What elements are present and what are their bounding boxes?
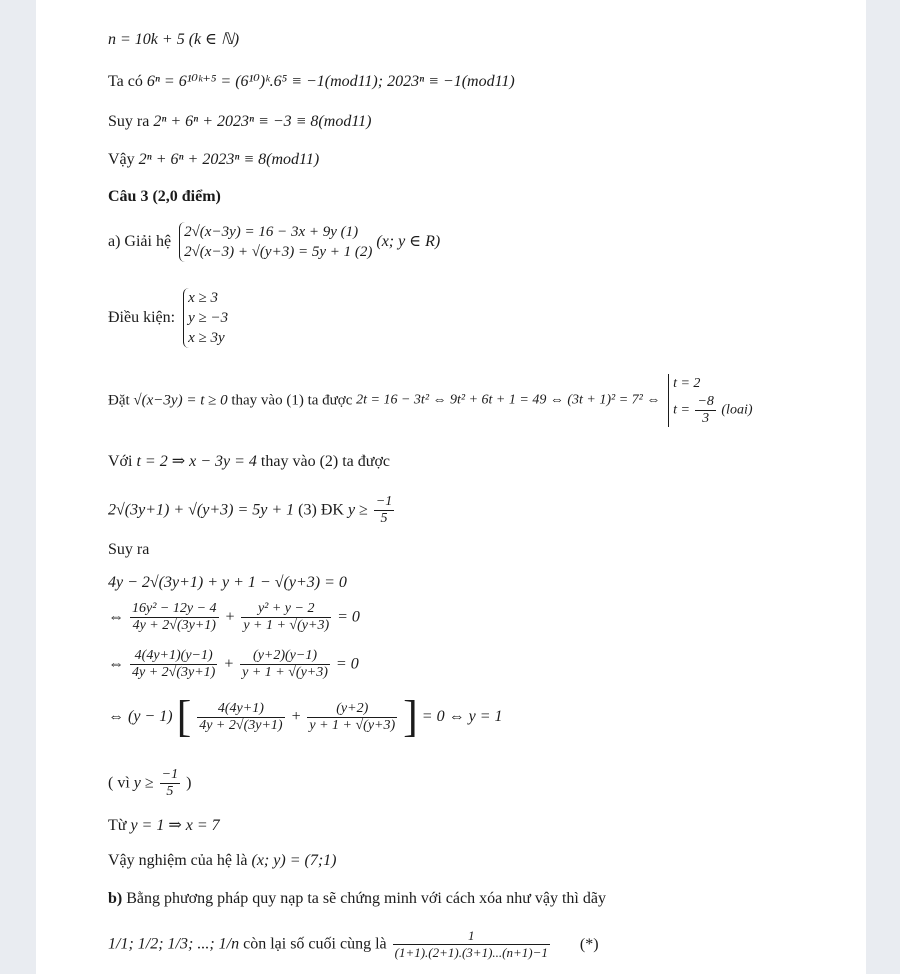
math-quadratic: 2t = 16 − 3t² ⇔ 9t² + 6t + 1 = 49 ⇔ (3t + 1)² = 7² ⇔ <box>356 392 661 408</box>
math-expr: 2ⁿ + 6ⁿ + 2023ⁿ ≡ 8(mod11) <box>138 151 320 168</box>
final-fraction <box>393 928 550 961</box>
text-prefix: Ta có <box>108 73 143 90</box>
equiv-symbol: ⇔ <box>108 608 124 626</box>
math-t-eq: t = 2 ⇒ x − 3y = 4 <box>136 453 257 470</box>
line-n-form: n = 10k + 5 (k ∈ ℕ) <box>108 31 240 48</box>
case-2-lhs: t = <box>673 402 690 418</box>
math-solution: (x; y) = (7;1) <box>251 852 337 869</box>
fraction-numerator: 4(4y+1) <box>197 701 284 718</box>
condition-3: x ≥ 3y <box>188 330 225 346</box>
condition-2: y ≥ −3 <box>188 310 229 326</box>
eq3-fraction <box>374 494 394 527</box>
document-page <box>36 0 866 974</box>
text-vi: ( vì <box>108 774 130 792</box>
text-remaining: còn lại số cuối cùng là <box>243 935 387 953</box>
line-suy-ra <box>108 112 371 132</box>
fraction-denominator: (1+1).(2+1).(3+1)...(n+1)−1 <box>394 945 548 960</box>
fraction-denominator: 5 <box>380 511 388 526</box>
math-y-x: y = 1 ⇒ x = 7 <box>130 817 220 834</box>
text-prefix: Vậy <box>108 151 135 168</box>
text-voi: Với <box>108 453 133 470</box>
line-step-1: 4y − 2√(3y+1) + y + 1 − √(y+3) = 0 <box>108 574 347 591</box>
fraction-numerator: 1 <box>393 928 550 945</box>
math-sequence: 1/1; 1/2; 1/3; ...; 1/n <box>108 935 240 953</box>
line-solution <box>108 851 336 871</box>
left-bracket: [ <box>176 692 192 741</box>
line-sequence <box>108 928 599 961</box>
fraction-1 <box>130 601 219 634</box>
line-with-t <box>108 452 390 472</box>
case-2-note: (loai) <box>721 402 753 418</box>
fraction-numerator: (y+2)(y−1) <box>240 648 330 665</box>
fraction-2 <box>240 648 330 681</box>
because-fraction <box>160 767 180 800</box>
eq3-cond: y ≥ <box>347 501 368 519</box>
fraction-denominator: 3 <box>702 411 710 426</box>
equation-2: 2√(x−3) + √(y+3) = 5y + 1 (2) <box>184 244 373 260</box>
fraction-2 <box>307 701 397 734</box>
plus-symbol: + <box>223 655 235 673</box>
math-cond: y ≥ <box>133 774 154 792</box>
case-bracket <box>668 374 752 427</box>
fraction-numerator: −8 <box>697 394 714 409</box>
line-step-3 <box>108 648 359 681</box>
part-b-label: b) <box>108 890 123 907</box>
plus-symbol: + <box>290 708 302 725</box>
plus-symbol: + <box>224 608 236 626</box>
fraction-denominator: y + 1 + √(y+3) <box>309 717 396 733</box>
condition-system <box>183 288 228 348</box>
math-expr: 2ⁿ + 6ⁿ + 2023ⁿ ≡ −3 ≡ 8(mod11) <box>153 113 372 130</box>
equation-tag: (*) <box>579 935 599 953</box>
math-expr: 6ⁿ = 6¹⁰ᵏ⁺⁵ = (6¹⁰)ᵏ.6⁵ ≡ −1(mod11); 2023ⁿ ≡ −1(mod11) <box>146 73 515 90</box>
fraction-denominator: 5 <box>166 784 174 799</box>
text-thay: thay vào (1) ta được <box>231 392 353 409</box>
fraction-numerator: y² + y − 2 <box>241 601 331 618</box>
line-because <box>108 767 191 800</box>
equals-zero: = 0 <box>337 608 360 626</box>
fraction-numerator: −1 <box>161 767 179 782</box>
math-eq3: 2√(3y+1) + √(y+3) = 5y + 1 <box>108 501 295 519</box>
line-step-2 <box>108 601 360 634</box>
line-suy-ra-2: Suy ra <box>108 541 150 558</box>
case-2-fraction <box>695 394 715 427</box>
line-equation-3 <box>108 494 396 527</box>
text-prefix: Suy ra <box>108 113 150 130</box>
fraction-numerator: 16y² − 12y − 4 <box>132 601 217 616</box>
fraction-denominator: y + 1 + √(y+3) <box>242 665 328 680</box>
math-t: √(x−3y) = t ≥ 0 <box>133 392 228 409</box>
factor-prefix: ⇔ (y − 1) <box>108 708 173 725</box>
text-close-paren: ) <box>186 774 192 792</box>
case-2 <box>673 394 752 427</box>
equation-1: 2√(x−3y) = 16 − 3x + 9y (1) <box>184 224 359 240</box>
text-thay: thay vào (2) ta được <box>260 453 391 470</box>
fraction-numerator: 4(4y+1)(y−1) <box>130 648 217 665</box>
equation-system <box>179 222 372 262</box>
line-vay <box>108 150 319 170</box>
line-part-b <box>108 889 606 909</box>
fraction-denominator: 4y + 2√(3y+1) <box>199 717 283 733</box>
fraction-numerator: −1 <box>375 494 393 509</box>
fraction-denominator: 4y + 2√(3y+1) <box>132 618 216 633</box>
fraction-numerator: (y+2) <box>307 701 397 718</box>
text-tu: Từ <box>108 817 127 834</box>
section-heading: Câu 3 (2,0 điểm) <box>108 188 221 205</box>
fraction-2 <box>241 601 331 634</box>
part-b-text: Bằng phương pháp quy nạp ta sẽ chứng minh với cách xóa như vậy thì dãy <box>126 890 606 907</box>
text-prefix: Điều kiện: <box>108 309 176 326</box>
equals-zero: = 0 <box>335 655 359 673</box>
case-1: t = 2 <box>673 376 701 391</box>
eq3-tag: (3) ĐK <box>298 501 344 519</box>
line-step-4 <box>108 692 503 741</box>
line-mod-six <box>108 72 515 92</box>
condition-1: x ≥ 3 <box>188 290 218 306</box>
line-substitution <box>108 374 753 427</box>
line-system <box>108 222 440 262</box>
system-domain: (x; y ∈ R) <box>376 233 441 250</box>
line-conditions <box>108 288 228 348</box>
factor-result: = 0 ⇔ y = 1 <box>421 708 503 725</box>
fraction-denominator: y + 1 + √(y+3) <box>243 618 330 633</box>
text-prefix: a) Giải hệ <box>108 233 172 250</box>
fraction-denominator: 4y + 2√(3y+1) <box>132 665 216 680</box>
line-from-y <box>108 816 220 836</box>
right-bracket: ] <box>403 692 418 741</box>
fraction-1 <box>130 648 217 681</box>
fraction-1 <box>197 701 284 734</box>
equiv-symbol: ⇔ <box>108 655 124 673</box>
text-dat: Đặt <box>108 392 130 409</box>
text-solution: Vậy nghiệm của hệ là <box>108 852 248 869</box>
